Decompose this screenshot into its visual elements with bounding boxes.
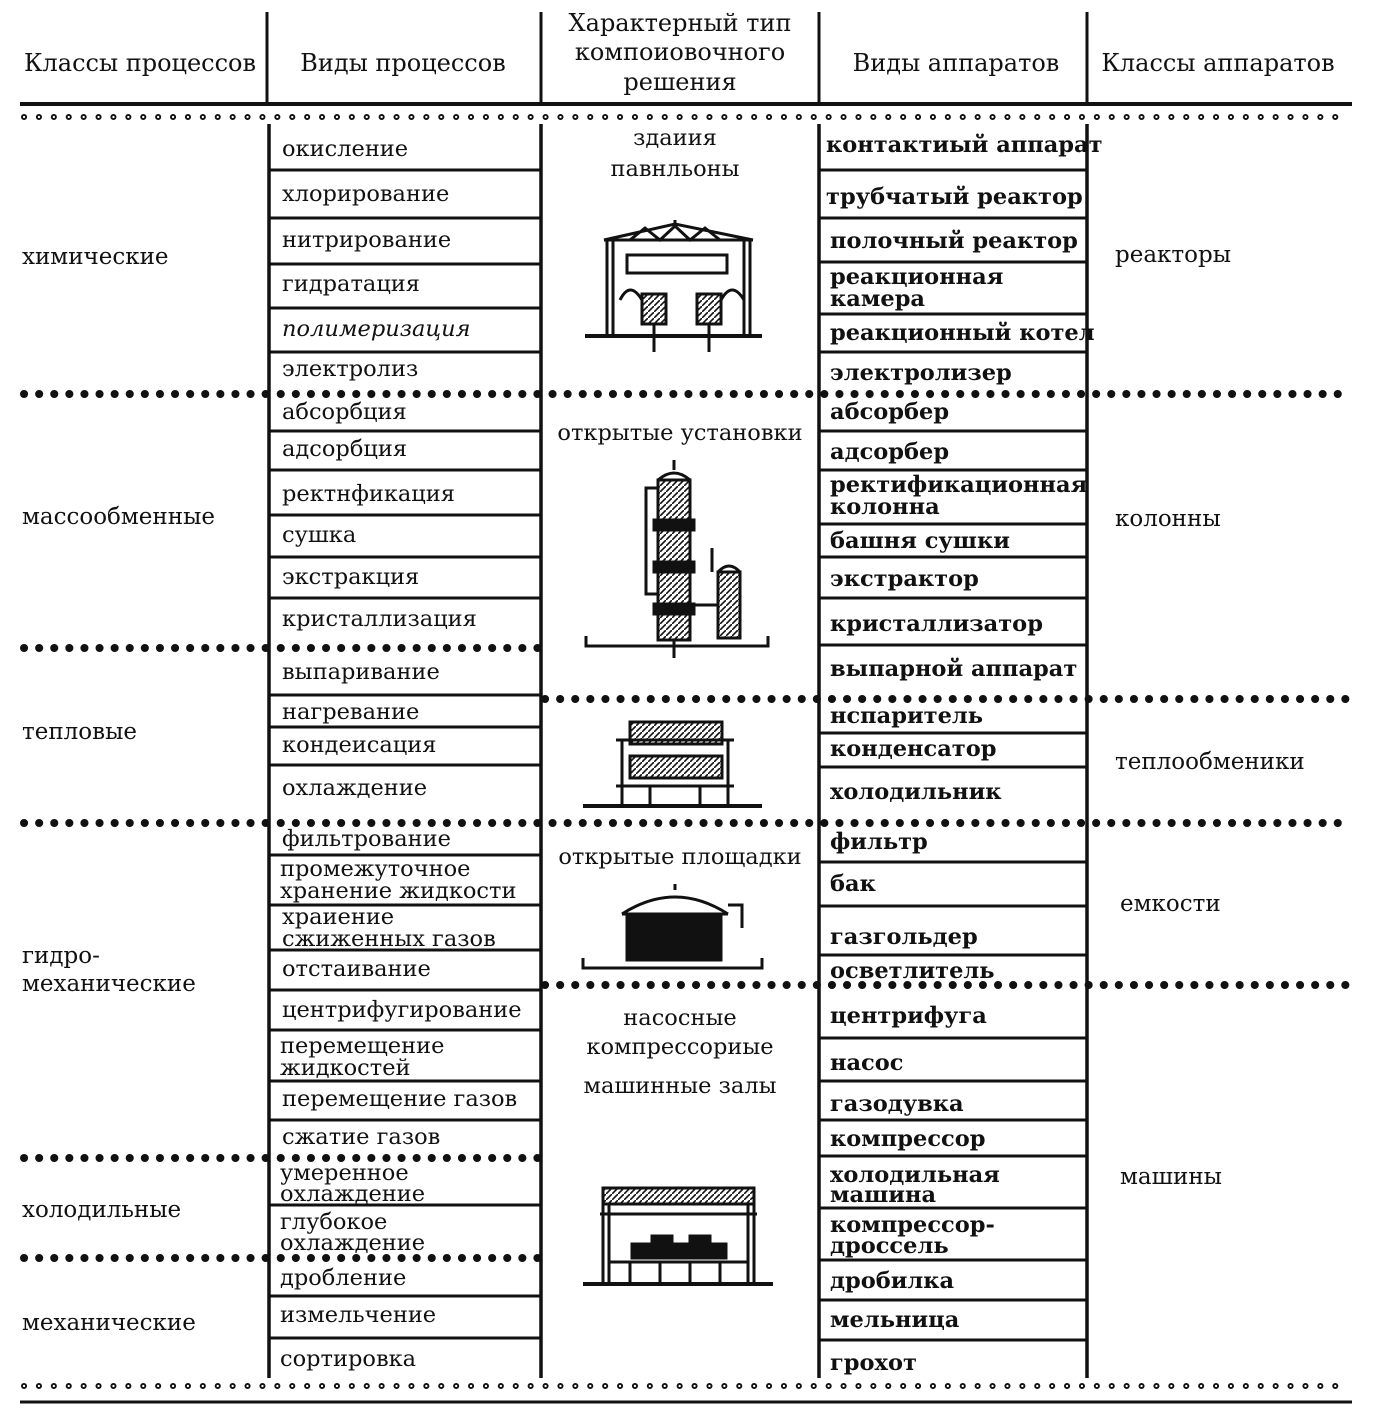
header-row	[24, 9, 1335, 96]
process-item: адсорбция	[282, 436, 408, 462]
apparatus-classes-column	[1115, 242, 1305, 1190]
pavilion-building-icon	[585, 220, 762, 352]
process-item: окисление	[282, 136, 409, 162]
process-item: отстаивание	[282, 956, 431, 982]
process-item: сушка	[282, 522, 357, 548]
layout-open-sites: открытые площадки	[558, 844, 802, 870]
process-item: дробление	[280, 1265, 407, 1291]
machine-hall-icon	[583, 1188, 773, 1284]
apparatus-item: мельница	[830, 1307, 960, 1333]
process-item: перемещение газов	[282, 1086, 518, 1112]
process-item: храиение	[282, 904, 395, 930]
layout-pump-line3: машинные залы	[583, 1073, 777, 1099]
apparatus-item: машина	[830, 1182, 937, 1208]
process-item: жидкостей	[280, 1055, 411, 1081]
apparatus-item: холодильник	[830, 779, 1002, 805]
process-item: абсорбция	[282, 399, 407, 425]
apparatus-item: бак	[830, 871, 876, 897]
process-item: ректнфикация	[282, 481, 455, 507]
process-class-refrigeration: холодильные	[22, 1197, 182, 1223]
apparatus-item: полочный реактор	[830, 228, 1078, 254]
layout-buildings-line2: павнльоны	[610, 156, 740, 182]
distillation-column-icon	[586, 460, 768, 658]
header-apparatus-types: Виды аппаратов	[852, 49, 1060, 77]
apparatus-class-containers: емкости	[1120, 891, 1221, 917]
process-item: кристаллизация	[282, 606, 477, 632]
apparatus-item: экстрактор	[830, 566, 979, 592]
apparatus-item: насос	[830, 1050, 904, 1076]
header-process-classes: Классы процессов	[23, 49, 257, 77]
apparatus-item: контактиый аппарат	[826, 132, 1103, 158]
apparatus-item: осветлитель	[830, 958, 995, 984]
process-class-hydro-line2: механические	[22, 971, 196, 997]
header-layout-type-line1: Характерный тип	[568, 9, 792, 37]
apparatus-class-columns: колонны	[1115, 506, 1221, 532]
process-class-mechanical: механические	[22, 1310, 196, 1336]
storage-tank-icon	[583, 884, 762, 968]
layout-pump-line1: насосные	[623, 1005, 737, 1031]
process-item: кондеисация	[282, 732, 437, 758]
apparatus-types-column	[826, 132, 1103, 1376]
process-item: гидратация	[282, 271, 420, 297]
process-item: выпаривание	[282, 659, 440, 685]
process-item: перемещение	[280, 1033, 445, 1059]
apparatus-item: дроссель	[830, 1233, 949, 1259]
apparatus-item: трубчатый реактор	[826, 184, 1083, 210]
process-item: хранение жидкости	[280, 878, 517, 904]
process-item: хлорирование	[282, 181, 450, 207]
process-types-column	[280, 136, 522, 1372]
process-item: сортировка	[280, 1346, 417, 1372]
header-layout-type-line3: решения	[623, 68, 737, 96]
apparatus-item: центрифуга	[830, 1003, 987, 1029]
apparatus-item: колонна	[830, 494, 940, 520]
apparatus-item: камера	[830, 286, 925, 312]
apparatus-item: абсорбер	[830, 399, 950, 425]
process-item: электролиз	[282, 356, 419, 382]
header-layout-type-line2: компоиовочного	[574, 38, 786, 66]
header-apparatus-classes: Классы аппаратов	[1101, 49, 1335, 77]
apparatus-item: электролизер	[830, 360, 1012, 386]
apparatus-item: кристаллизатор	[830, 611, 1043, 637]
apparatus-item: реакционная	[830, 264, 1004, 290]
process-item: нагревание	[282, 699, 420, 725]
apparatus-item: газгольдер	[830, 924, 978, 950]
process-item: фильтрование	[282, 826, 451, 852]
apparatus-item: грохот	[830, 1350, 917, 1376]
process-class-chemical: химические	[22, 244, 169, 270]
process-item: центрифугирование	[282, 997, 522, 1023]
apparatus-class-reactors: реакторы	[1115, 242, 1232, 268]
apparatus-item: газодувка	[830, 1091, 964, 1117]
process-item: сжатие газов	[282, 1124, 441, 1150]
process-item: сжиженных газов	[282, 926, 496, 952]
apparatus-item: ректификационная	[830, 472, 1088, 498]
process-item: экстракция	[282, 564, 420, 590]
layout-buildings-line1: здаиия	[633, 125, 717, 151]
apparatus-item: компрессор-	[830, 1212, 995, 1238]
apparatus-item: реакционный котел	[830, 320, 1095, 346]
header-process-types: Виды процессов	[300, 49, 506, 77]
process-class-hydro-line1: гидро-	[22, 943, 100, 969]
apparatus-item: конденсатор	[830, 736, 997, 762]
apparatus-item: выпарной аппарат	[830, 656, 1078, 682]
apparatus-item: компрессор	[830, 1126, 986, 1152]
process-class-thermal: тепловые	[22, 719, 137, 745]
apparatus-item: дробилка	[830, 1268, 955, 1294]
apparatus-class-machines: машины	[1120, 1164, 1222, 1190]
process-item: умеренное	[280, 1160, 409, 1186]
process-item: глубокое	[280, 1209, 388, 1235]
process-item: охлаждение	[282, 775, 428, 801]
apparatus-class-heat-exchangers: теплообменики	[1115, 749, 1305, 775]
process-item: промежуточное	[280, 856, 471, 882]
process-item: охлаждение	[280, 1181, 426, 1207]
process-item: полимеризация	[282, 316, 471, 342]
apparatus-item: адсорбер	[830, 439, 950, 465]
process-classes-column	[22, 244, 215, 1336]
process-item: измельчение	[280, 1302, 437, 1328]
heat-exchanger-icon	[583, 722, 762, 806]
layout-open-installations: открытые установки	[557, 420, 803, 446]
layout-pump-line2: компрессориые	[586, 1034, 774, 1060]
apparatus-item: холодильная	[830, 1162, 1000, 1188]
process-item: охлаждение	[280, 1230, 426, 1256]
apparatus-item: фильтр	[830, 829, 928, 855]
apparatus-item: башня сушки	[830, 528, 1010, 554]
apparatus-item: нспаритель	[830, 703, 984, 729]
process-item: нитрирование	[282, 227, 452, 253]
process-class-mass-transfer: массообменные	[22, 504, 215, 530]
